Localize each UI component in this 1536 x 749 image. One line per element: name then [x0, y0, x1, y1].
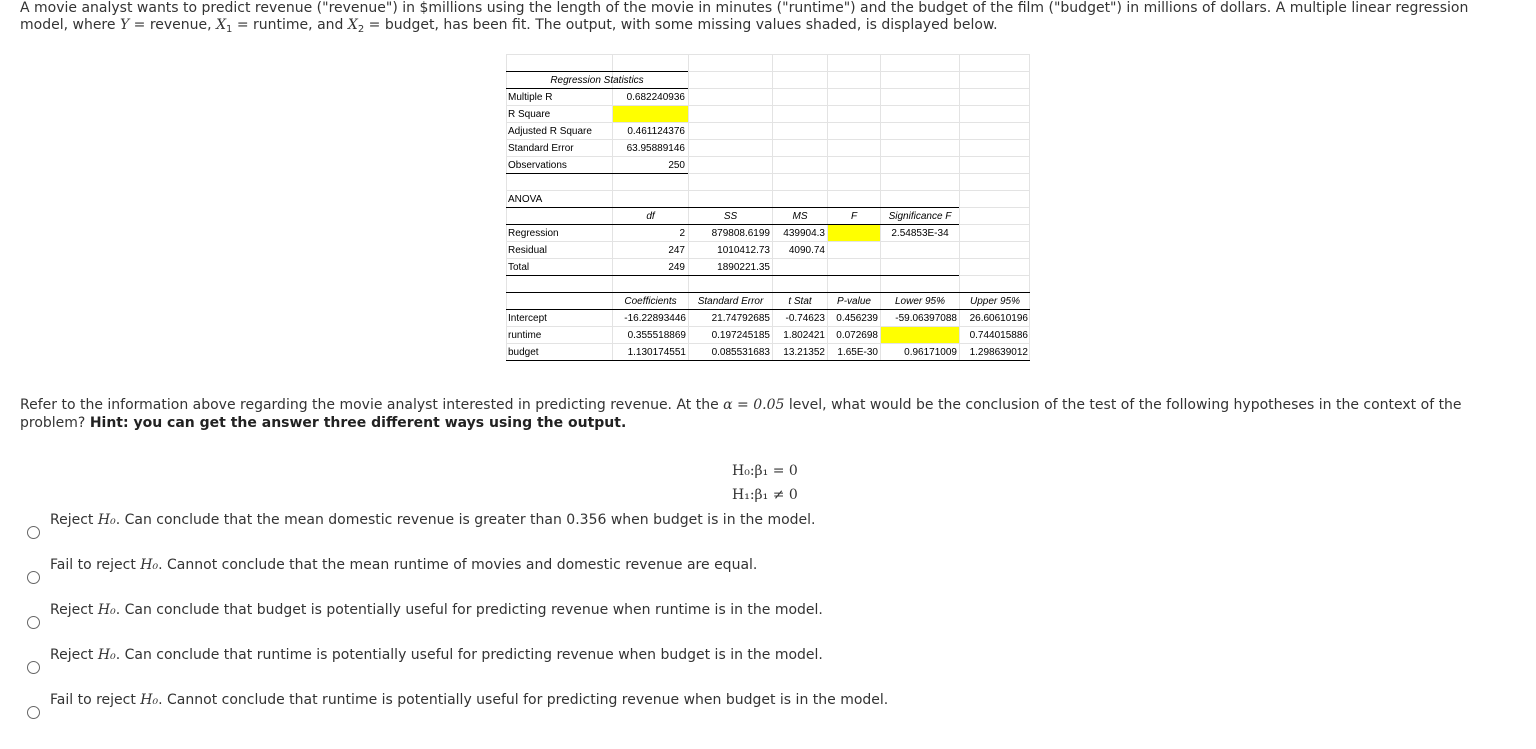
stat-value-observations: 250	[668, 160, 685, 171]
option-5-lead: Fail to reject	[50, 692, 141, 708]
option-2-label[interactable]	[50, 557, 757, 573]
anova-ss-total: 1890221.35	[717, 262, 770, 273]
option-2-h0: H₀	[140, 557, 159, 573]
coef-upper-runtime: 0.744015886	[969, 330, 1028, 341]
anova-header-significance-f: Significance F	[888, 211, 952, 222]
anova-df-regression: 2	[679, 228, 685, 239]
stat-label-multiple-r: Multiple R	[508, 92, 553, 103]
option-2-radio[interactable]	[27, 571, 40, 584]
anova-header-ss: SS	[723, 211, 738, 222]
anova-df-residual: 247	[668, 245, 685, 256]
alpha-level: α = 0.05	[723, 397, 785, 413]
coef-t-runtime: 1.802421	[783, 330, 825, 341]
coef-lower-budget: 0.96171009	[904, 347, 957, 358]
option-4-label[interactable]	[50, 647, 823, 663]
coef-header-t-stat: t Stat	[788, 296, 812, 307]
x2-variable: X	[347, 17, 358, 33]
option-4-h0: H₀	[97, 647, 116, 663]
x1-variable: X	[216, 17, 227, 33]
regression-statistics-title: Regression Statistics	[550, 75, 644, 86]
option-5-h0: H₀	[140, 692, 159, 708]
anova-header-f: F	[850, 211, 858, 222]
anova-label-total: Total	[508, 262, 530, 273]
anova-df-total: 249	[668, 262, 685, 273]
option-1-lead: Reject	[50, 512, 98, 528]
option-5-radio[interactable]	[27, 706, 40, 719]
coef-value-budget: 1.130174551	[627, 347, 686, 358]
stat-value-standard-error: 63.95889146	[626, 143, 685, 154]
option-2-lead: Fail to reject	[50, 557, 141, 573]
coef-header-standard-error: Standard Error	[697, 296, 764, 307]
option-5-text: . Cannot conclude that runtime is potentially useful for predicting revenue when budget is in the model.	[158, 692, 889, 708]
option-3-h0: H₀	[97, 602, 116, 618]
coef-upper-budget: 1.298639012	[969, 347, 1028, 358]
regression-output-image	[506, 54, 1030, 362]
coef-p-intercept: 0.456239	[836, 313, 878, 324]
coef-se-budget: 0.085531683	[711, 347, 770, 358]
coef-header-p-value: P-value	[837, 296, 871, 307]
coef-header-coefficients: Coefficients	[624, 296, 677, 307]
coef-header-lower-95: Lower 95%	[894, 296, 946, 307]
coef-label-runtime: runtime	[508, 330, 542, 341]
coef-value-runtime: 0.355518869	[627, 330, 686, 341]
coef-header-upper-95: Upper 95%	[969, 296, 1021, 307]
stat-label-observations: Observations	[508, 160, 567, 171]
coef-label-budget: budget	[508, 347, 539, 358]
anova-header-df: df	[646, 211, 655, 222]
question-text	[20, 396, 1520, 432]
stat-label-standard-error: Standard Error	[508, 143, 574, 154]
coef-lower-intercept: -59.06397088	[895, 313, 957, 324]
alternative-hypothesis: H₁:β₁ ≠ 0	[732, 487, 798, 503]
anova-label-regression: Regression	[508, 228, 559, 239]
coef-t-budget: 13.21352	[783, 347, 825, 358]
anova-ss-regression: 879808.6199	[711, 228, 770, 239]
coef-p-budget: 1.65E-30	[837, 347, 878, 358]
stat-value-r-square	[613, 106, 685, 123]
coef-t-intercept: -0.74623	[785, 313, 825, 324]
intro-text-1: A movie analyst wants to predict revenue ("revenue") in $millions using the length of the movie in minutes ("runtime") and the budget of the film ("budget") in millions of dollars. A multiple linear regression model, where	[20, 0, 1469, 33]
question-text-2: level, what would be the conclusion of the test of the following hypotheses in the context of the problem?	[20, 397, 1462, 431]
option-1-h0: H₀	[97, 512, 116, 528]
anova-ms-regression: 439904.3	[783, 228, 825, 239]
anova-f-regression	[828, 225, 878, 242]
option-4-text: . Can conclude that runtime is potentially useful for predicting revenue when budget is in the model.	[115, 647, 823, 663]
problem-intro	[20, 0, 1520, 34]
anova-ss-residual: 1010412.73	[717, 245, 770, 256]
option-4-radio[interactable]	[27, 661, 40, 674]
intro-text-4: = budget, has been fit. The output, with some missing values shaded, is displayed below.	[364, 17, 998, 33]
question-hint: Hint: you can get the answer three different ways using the output.	[89, 415, 627, 431]
y-variable: Y	[119, 17, 130, 33]
option-5-label[interactable]	[50, 692, 888, 708]
coef-label-intercept: Intercept	[508, 313, 547, 324]
coef-lower-runtime	[881, 327, 957, 344]
coef-upper-intercept: 26.60610196	[969, 313, 1028, 324]
anova-sigf-regression: 2.54853E-34	[891, 228, 949, 239]
anova-label-residual: Residual	[508, 245, 547, 256]
option-3-radio[interactable]	[27, 616, 40, 629]
option-3-lead: Reject	[50, 602, 98, 618]
anova-title: ANOVA	[508, 194, 543, 205]
option-4-lead: Reject	[50, 647, 98, 663]
stat-label-adjusted-r-square: Adjusted R Square	[508, 126, 592, 137]
anova-header-ms: MS	[792, 211, 808, 222]
intro-text-3: = runtime, and	[232, 17, 348, 33]
stat-value-multiple-r: 0.682240936	[626, 92, 685, 103]
x1-subscript: 1	[226, 24, 233, 35]
option-1-text: . Can conclude that the mean domestic revenue is greater than 0.356 when budget is in the model.	[115, 512, 816, 528]
intro-text-2: = revenue,	[129, 17, 217, 33]
x2-subscript: 2	[357, 24, 365, 35]
question-text-1: Refer to the information above regarding the movie analyst interested in predicting revenue. At the	[20, 397, 724, 413]
option-3-text: . Can conclude that budget is potentially useful for predicting revenue when runtime is in the model.	[115, 602, 823, 618]
stat-label-r-square: R Square	[508, 109, 551, 120]
coef-p-runtime: 0.072698	[836, 330, 878, 341]
stat-value-adjusted-r-square: 0.461124376	[627, 126, 685, 137]
option-2-text: . Cannot conclude that the mean runtime of movies and domestic revenue are equal.	[158, 557, 758, 573]
coef-se-intercept: 21.74792685	[711, 313, 770, 324]
option-1-label[interactable]	[50, 512, 816, 528]
null-hypothesis: H₀:β₁ = 0	[732, 463, 798, 479]
anova-ms-residual: 4090.74	[788, 245, 825, 256]
option-3-label[interactable]	[50, 602, 823, 618]
option-1-radio[interactable]	[27, 526, 40, 539]
coef-value-intercept: -16.22893446	[624, 313, 686, 324]
coef-se-runtime: 0.197245185	[711, 330, 770, 341]
